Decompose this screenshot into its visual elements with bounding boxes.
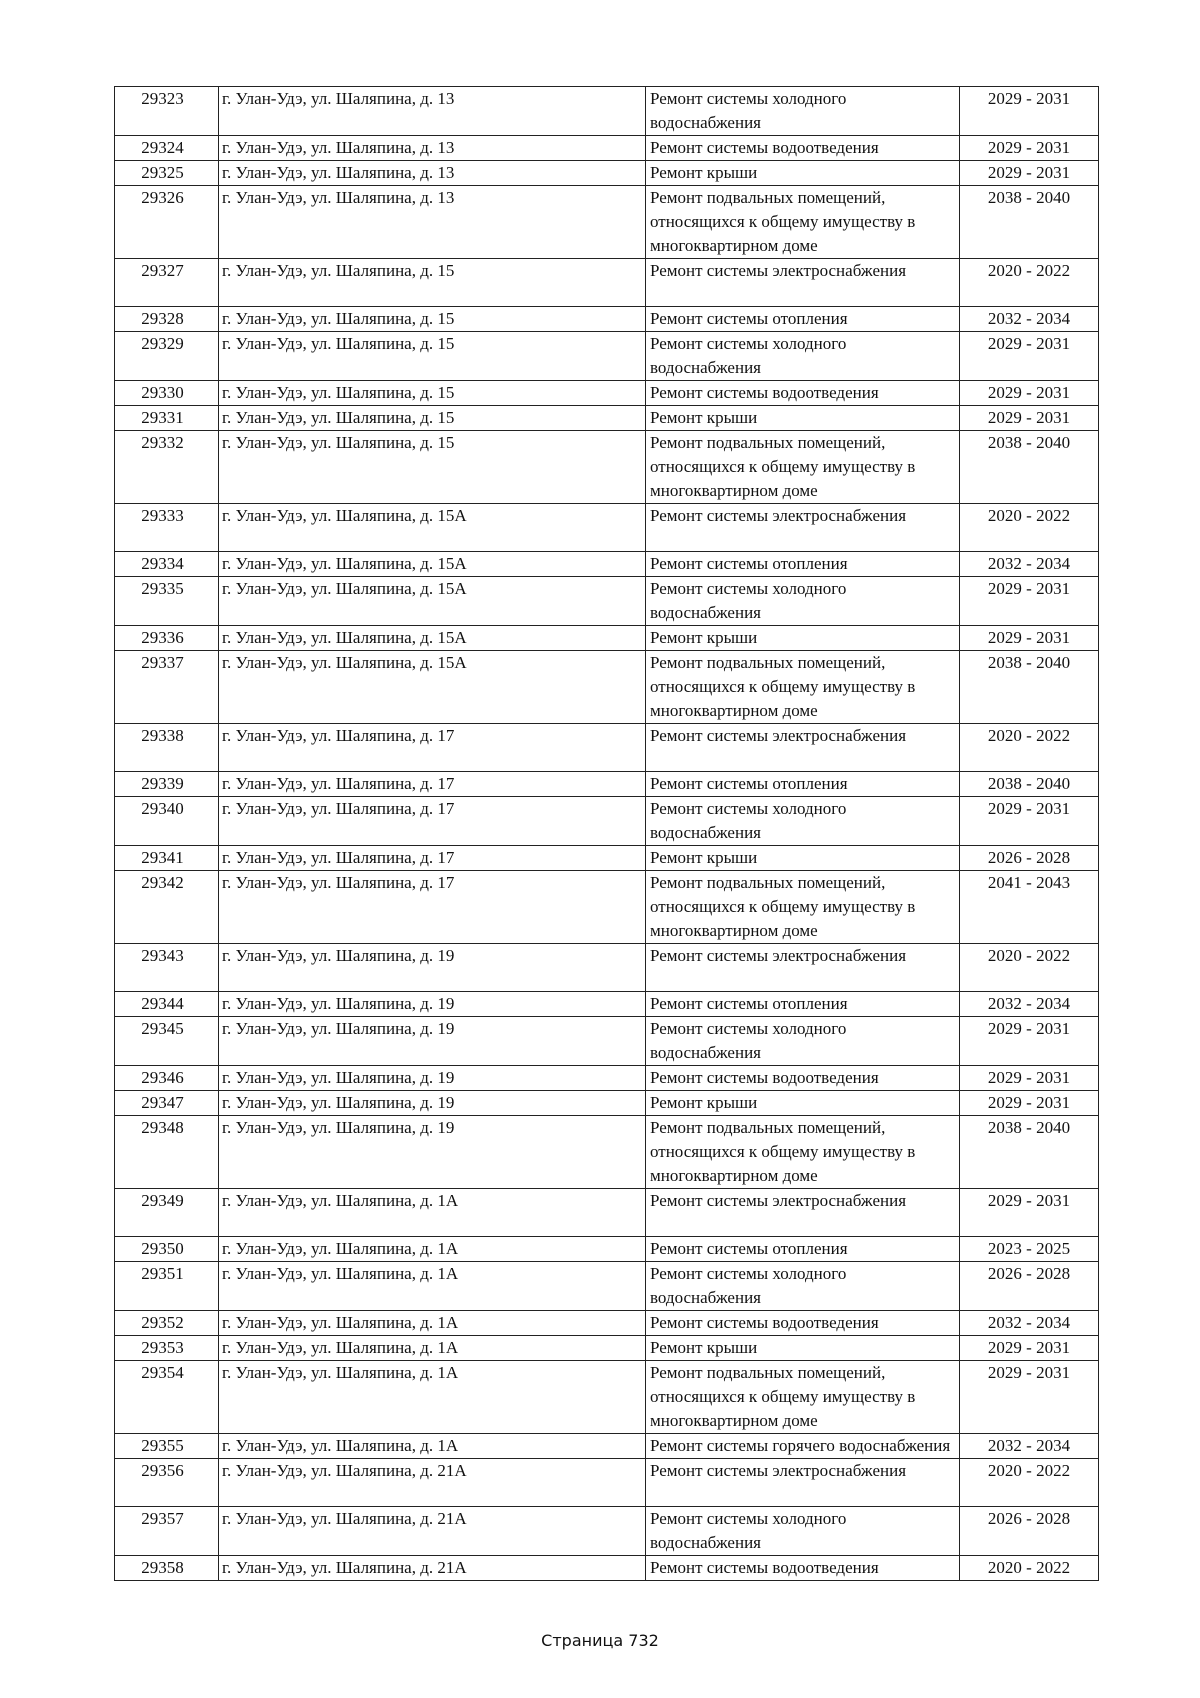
table-row (115, 1017, 1099, 1066)
table-row (115, 1556, 1099, 1581)
row-number-cell: 29357 (115, 1507, 219, 1556)
period-cell: 2026 - 2028 (960, 1507, 1099, 1556)
address-cell: г. Улан-Удэ, ул. Шаляпина, д. 1А (219, 1189, 646, 1237)
address-cell: г. Улан-Удэ, ул. Шаляпина, д. 17 (219, 846, 646, 871)
address-cell: г. Улан-Удэ, ул. Шаляпина, д. 13 (219, 186, 646, 259)
address-cell: г. Улан-Удэ, ул. Шаляпина, д. 21А (219, 1507, 646, 1556)
period-cell: 2038 - 2040 (960, 772, 1099, 797)
period-cell: 2020 - 2022 (960, 259, 1099, 307)
table-row (115, 87, 1099, 136)
row-number-cell: 29324 (115, 136, 219, 161)
address-cell: г. Улан-Удэ, ул. Шаляпина, д. 1А (219, 1262, 646, 1311)
address-cell: г. Улан-Удэ, ул. Шаляпина, д. 19 (219, 1066, 646, 1091)
address-cell: г. Улан-Удэ, ул. Шаляпина, д. 15А (219, 552, 646, 577)
table-row (115, 381, 1099, 406)
address-cell: г. Улан-Удэ, ул. Шаляпина, д. 1А (219, 1361, 646, 1434)
work-type-cell: Ремонт системы отопления (646, 772, 960, 797)
period-cell: 2038 - 2040 (960, 186, 1099, 259)
row-number-cell: 29346 (115, 1066, 219, 1091)
period-cell: 2029 - 2031 (960, 87, 1099, 136)
period-cell: 2029 - 2031 (960, 1066, 1099, 1091)
address-cell: г. Улан-Удэ, ул. Шаляпина, д. 17 (219, 724, 646, 772)
work-type-cell: Ремонт системы холодного водоснабжения (646, 797, 960, 846)
table-row (115, 724, 1099, 772)
row-number-cell: 29330 (115, 381, 219, 406)
table-row (115, 944, 1099, 992)
work-type-cell: Ремонт системы отопления (646, 307, 960, 332)
work-type-cell: Ремонт системы холодного водоснабжения (646, 1017, 960, 1066)
row-number-cell: 29333 (115, 504, 219, 552)
period-cell: 2032 - 2034 (960, 992, 1099, 1017)
address-cell: г. Улан-Удэ, ул. Шаляпина, д. 19 (219, 944, 646, 992)
period-cell: 2032 - 2034 (960, 552, 1099, 577)
work-type-cell: Ремонт системы водоотведения (646, 1311, 960, 1336)
table-row (115, 552, 1099, 577)
work-type-cell: Ремонт подвальных помещений, относящихся к общему имуществу в многоквартирном доме (646, 1116, 960, 1189)
row-number-cell: 29331 (115, 406, 219, 431)
work-type-cell: Ремонт системы отопления (646, 992, 960, 1017)
address-cell: г. Улан-Удэ, ул. Шаляпина, д. 15А (219, 651, 646, 724)
period-cell: 2029 - 2031 (960, 332, 1099, 381)
row-number-cell: 29326 (115, 186, 219, 259)
address-cell: г. Улан-Удэ, ул. Шаляпина, д. 17 (219, 871, 646, 944)
row-number-cell: 29354 (115, 1361, 219, 1434)
row-number-cell: 29336 (115, 626, 219, 651)
row-number-cell: 29358 (115, 1556, 219, 1581)
address-cell: г. Улан-Удэ, ул. Шаляпина, д. 19 (219, 1116, 646, 1189)
row-number-cell: 29348 (115, 1116, 219, 1189)
table-row (115, 1066, 1099, 1091)
table-row (115, 1311, 1099, 1336)
table-row (115, 651, 1099, 724)
work-type-cell: Ремонт системы электроснабжения (646, 504, 960, 552)
table-row (115, 186, 1099, 259)
page-number: Страница 732 (541, 1631, 659, 1650)
address-cell: г. Улан-Удэ, ул. Шаляпина, д. 13 (219, 136, 646, 161)
row-number-cell: 29344 (115, 992, 219, 1017)
period-cell: 2029 - 2031 (960, 1091, 1099, 1116)
row-number-cell: 29341 (115, 846, 219, 871)
address-cell: г. Улан-Удэ, ул. Шаляпина, д. 1А (219, 1434, 646, 1459)
period-cell: 2020 - 2022 (960, 1459, 1099, 1507)
works-table (114, 86, 1099, 1581)
address-cell: г. Улан-Удэ, ул. Шаляпина, д. 19 (219, 1091, 646, 1116)
period-cell: 2029 - 2031 (960, 1017, 1099, 1066)
table-row (115, 1361, 1099, 1434)
address-cell: г. Улан-Удэ, ул. Шаляпина, д. 15А (219, 577, 646, 626)
work-type-cell: Ремонт системы электроснабжения (646, 1459, 960, 1507)
address-cell: г. Улан-Удэ, ул. Шаляпина, д. 1А (219, 1336, 646, 1361)
row-number-cell: 29337 (115, 651, 219, 724)
work-type-cell: Ремонт подвальных помещений, относящихся к общему имуществу в многоквартирном доме (646, 186, 960, 259)
work-type-cell: Ремонт системы электроснабжения (646, 1189, 960, 1237)
row-number-cell: 29347 (115, 1091, 219, 1116)
period-cell: 2032 - 2034 (960, 307, 1099, 332)
period-cell: 2029 - 2031 (960, 1336, 1099, 1361)
table-row (115, 871, 1099, 944)
period-cell: 2029 - 2031 (960, 136, 1099, 161)
work-type-cell: Ремонт системы холодного водоснабжения (646, 577, 960, 626)
work-type-cell: Ремонт крыши (646, 1091, 960, 1116)
table-row (115, 431, 1099, 504)
row-number-cell: 29350 (115, 1237, 219, 1262)
row-number-cell: 29334 (115, 552, 219, 577)
address-cell: г. Улан-Удэ, ул. Шаляпина, д. 17 (219, 772, 646, 797)
address-cell: г. Улан-Удэ, ул. Шаляпина, д. 1А (219, 1311, 646, 1336)
work-type-cell: Ремонт системы водоотведения (646, 1066, 960, 1091)
row-number-cell: 29327 (115, 259, 219, 307)
row-number-cell: 29349 (115, 1189, 219, 1237)
works-table-body (115, 87, 1099, 1581)
row-number-cell: 29338 (115, 724, 219, 772)
address-cell: г. Улан-Удэ, ул. Шаляпина, д. 15 (219, 259, 646, 307)
work-type-cell: Ремонт системы отопления (646, 552, 960, 577)
work-type-cell: Ремонт системы водоотведения (646, 136, 960, 161)
row-number-cell: 29335 (115, 577, 219, 626)
address-cell: г. Улан-Удэ, ул. Шаляпина, д. 15 (219, 381, 646, 406)
work-type-cell: Ремонт крыши (646, 161, 960, 186)
period-cell: 2020 - 2022 (960, 944, 1099, 992)
work-type-cell: Ремонт системы водоотведения (646, 1556, 960, 1581)
work-type-cell: Ремонт подвальных помещений, относящихся к общему имуществу в многоквартирном доме (646, 431, 960, 504)
work-type-cell: Ремонт подвальных помещений, относящихся к общему имуществу в многоквартирном доме (646, 1361, 960, 1434)
period-cell: 2029 - 2031 (960, 161, 1099, 186)
table-row (115, 259, 1099, 307)
period-cell: 2029 - 2031 (960, 797, 1099, 846)
period-cell: 2038 - 2040 (960, 1116, 1099, 1189)
address-cell: г. Улан-Удэ, ул. Шаляпина, д. 15 (219, 431, 646, 504)
table-row (115, 1459, 1099, 1507)
row-number-cell: 29345 (115, 1017, 219, 1066)
table-row (115, 332, 1099, 381)
table-row (115, 406, 1099, 431)
work-type-cell: Ремонт подвальных помещений, относящихся к общему имуществу в многоквартирном доме (646, 871, 960, 944)
table-row (115, 992, 1099, 1017)
work-type-cell: Ремонт системы электроснабжения (646, 259, 960, 307)
row-number-cell: 29329 (115, 332, 219, 381)
work-type-cell: Ремонт подвальных помещений, относящихся к общему имуществу в многоквартирном доме (646, 651, 960, 724)
row-number-cell: 29323 (115, 87, 219, 136)
period-cell: 2023 - 2025 (960, 1237, 1099, 1262)
work-type-cell: Ремонт крыши (646, 1336, 960, 1361)
period-cell: 2026 - 2028 (960, 846, 1099, 871)
period-cell: 2020 - 2022 (960, 504, 1099, 552)
work-type-cell: Ремонт системы отопления (646, 1237, 960, 1262)
period-cell: 2020 - 2022 (960, 724, 1099, 772)
row-number-cell: 29352 (115, 1311, 219, 1336)
table-row (115, 307, 1099, 332)
address-cell: г. Улан-Удэ, ул. Шаляпина, д. 19 (219, 992, 646, 1017)
table-row (115, 161, 1099, 186)
period-cell: 2038 - 2040 (960, 651, 1099, 724)
table-row (115, 577, 1099, 626)
row-number-cell: 29353 (115, 1336, 219, 1361)
period-cell: 2029 - 2031 (960, 626, 1099, 651)
row-number-cell: 29325 (115, 161, 219, 186)
row-number-cell: 29328 (115, 307, 219, 332)
period-cell: 2026 - 2028 (960, 1262, 1099, 1311)
address-cell: г. Улан-Удэ, ул. Шаляпина, д. 13 (219, 161, 646, 186)
table-row (115, 797, 1099, 846)
address-cell: г. Улан-Удэ, ул. Шаляпина, д. 15 (219, 332, 646, 381)
period-cell: 2032 - 2034 (960, 1434, 1099, 1459)
period-cell: 2029 - 2031 (960, 577, 1099, 626)
table-row (115, 136, 1099, 161)
table-row (115, 1116, 1099, 1189)
address-cell: г. Улан-Удэ, ул. Шаляпина, д. 19 (219, 1017, 646, 1066)
table-row (115, 1189, 1099, 1237)
address-cell: г. Улан-Удэ, ул. Шаляпина, д. 17 (219, 797, 646, 846)
address-cell: г. Улан-Удэ, ул. Шаляпина, д. 21А (219, 1459, 646, 1507)
work-type-cell: Ремонт системы электроснабжения (646, 724, 960, 772)
table-row (115, 504, 1099, 552)
period-cell: 2029 - 2031 (960, 1189, 1099, 1237)
table-row (115, 1507, 1099, 1556)
row-number-cell: 29339 (115, 772, 219, 797)
work-type-cell: Ремонт системы холодного водоснабжения (646, 1507, 960, 1556)
work-type-cell: Ремонт системы холодного водоснабжения (646, 332, 960, 381)
period-cell: 2020 - 2022 (960, 1556, 1099, 1581)
period-cell: 2029 - 2031 (960, 381, 1099, 406)
period-cell: 2029 - 2031 (960, 406, 1099, 431)
table-row (115, 626, 1099, 651)
row-number-cell: 29356 (115, 1459, 219, 1507)
row-number-cell: 29332 (115, 431, 219, 504)
table-row (115, 1434, 1099, 1459)
work-type-cell: Ремонт системы холодного водоснабжения (646, 1262, 960, 1311)
period-cell: 2029 - 2031 (960, 1361, 1099, 1434)
address-cell: г. Улан-Удэ, ул. Шаляпина, д. 13 (219, 87, 646, 136)
work-type-cell: Ремонт крыши (646, 626, 960, 651)
address-cell: г. Улан-Удэ, ул. Шаляпина, д. 1А (219, 1237, 646, 1262)
table-row (115, 1262, 1099, 1311)
address-cell: г. Улан-Удэ, ул. Шаляпина, д. 15А (219, 504, 646, 552)
work-type-cell: Ремонт системы горячего водоснабжения (646, 1434, 960, 1459)
address-cell: г. Улан-Удэ, ул. Шаляпина, д. 15А (219, 626, 646, 651)
address-cell: г. Улан-Удэ, ул. Шаляпина, д. 15 (219, 406, 646, 431)
table-row (115, 1237, 1099, 1262)
work-type-cell: Ремонт системы холодного водоснабжения (646, 87, 960, 136)
period-cell: 2032 - 2034 (960, 1311, 1099, 1336)
work-type-cell: Ремонт крыши (646, 846, 960, 871)
work-type-cell: Ремонт системы электроснабжения (646, 944, 960, 992)
table-row (115, 1091, 1099, 1116)
period-cell: 2038 - 2040 (960, 431, 1099, 504)
row-number-cell: 29343 (115, 944, 219, 992)
work-type-cell: Ремонт крыши (646, 406, 960, 431)
table-row (115, 846, 1099, 871)
period-cell: 2041 - 2043 (960, 871, 1099, 944)
address-cell: г. Улан-Удэ, ул. Шаляпина, д. 21А (219, 1556, 646, 1581)
row-number-cell: 29340 (115, 797, 219, 846)
row-number-cell: 29342 (115, 871, 219, 944)
address-cell: г. Улан-Удэ, ул. Шаляпина, д. 15 (219, 307, 646, 332)
work-type-cell: Ремонт системы водоотведения (646, 381, 960, 406)
table-row (115, 772, 1099, 797)
row-number-cell: 29355 (115, 1434, 219, 1459)
row-number-cell: 29351 (115, 1262, 219, 1311)
table-row (115, 1336, 1099, 1361)
